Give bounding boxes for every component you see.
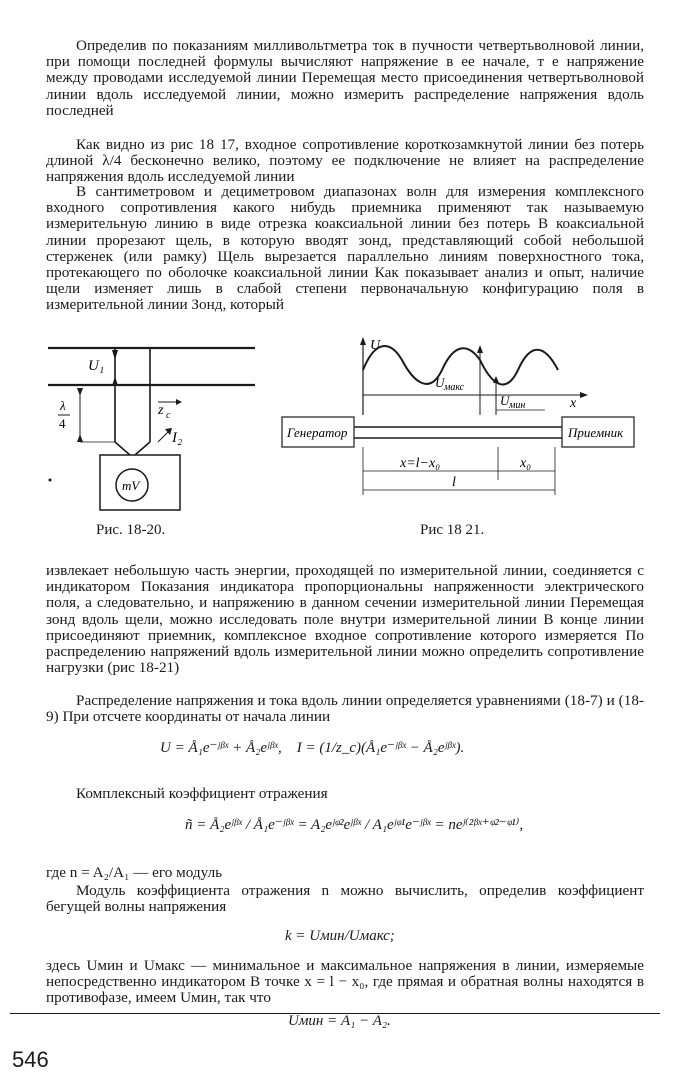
formula-k: k = Uмин/Uмакс;	[285, 928, 395, 944]
paragraph-1: Определив по показаниям милливольтметра ток в пучности четвертьволновой линии, при помощи последней формулы вычисляют напряжение в ее начале, т е напряжение между проводами исследуемой линии Перемещая место присоединения четвертьволновой линии вдоль исследуемой линии, можно измерить распределение напряжения вдоль последней	[46, 37, 644, 119]
paragraph-8: Модуль коэффициента отражения n можно вычислить, определив коэффициент бегущей волны напряжения	[46, 882, 644, 916]
figure-18-20	[40, 330, 300, 520]
label-four: 4	[59, 416, 66, 431]
page-number: 546	[12, 1047, 49, 1072]
label-l: l	[452, 475, 456, 490]
label-receiver: Приемник	[568, 425, 624, 440]
svg-text:c: c	[166, 410, 171, 421]
figure-18-21	[280, 335, 660, 505]
paragraph-6: Комплексный коэффициент отражения	[76, 785, 328, 802]
label-lambda: λ	[60, 398, 66, 413]
svg-text:мин: мин	[509, 400, 526, 411]
paragraph-2: Как видно из рис 18 17, входное сопротивление короткозамкнутой линии без потерь длиной λ/4 бесконечно велико, поэтому ее подключение не влияет на распределение напряжения вдоль исследуемой линии	[46, 136, 644, 186]
formula-voltage-current: U = Å₁e⁻ʲᵝˣ + Å₂eʲᵝˣ, I = (1/z_c)(Å₁e⁻ʲᵝˣ − Å₂eʲᵝˣ).	[160, 740, 465, 756]
svg-text:макс: макс	[444, 382, 465, 393]
label-x0: x₀	[520, 456, 532, 471]
caption-fig-18-20: Рис. 18-20.	[96, 522, 166, 538]
label-generator: Генератор	[287, 425, 348, 440]
label-umax: U	[435, 375, 445, 390]
caption-fig-18-21: Рис 18 21.	[420, 522, 485, 538]
label-umin: U	[500, 393, 510, 408]
formula-reflection: ñ = Å₂eʲᵝˣ / Å₁e⁻ʲᵝˣ = A₂eʲᵠ²eʲᵝˣ / A₁eʲᵠ¹e⁻ʲᵝˣ = neʲ⁽²ᵝˣ⁺ᵠ²⁻ᵠ¹⁾,	[185, 817, 524, 833]
label-u1: U₁	[88, 358, 105, 374]
label-zc: z	[158, 403, 164, 418]
paragraph-5: Распределение напряжения и тока вдоль линии определяется уравнениями (18-7) и (18-9) При отсчете координаты от начала линии	[46, 692, 644, 726]
paragraph-7: где n = A₂/A₁ — его модуль	[46, 864, 223, 881]
label-xdist: x=l−x₀	[400, 456, 441, 471]
label-mv: mV	[122, 478, 140, 493]
label-i2: I₂	[172, 430, 183, 446]
voltage-standing-wave	[363, 346, 558, 384]
paragraph-3: В сантиметровом и дециметровом диапазонах волн для измерения комплексного входного сопротивления какого нибудь приемника применяют так называемую измерительную линию в виде отрезка коаксиальной линии без потерь В коаксиальной линии прорезают щель, в которую вводят зонд, представляющий собой небольшой стерженек (или рамку) Щель вырезается параллельно линиям поверхностного тока, протекающего по оболочке коаксиальной линии Как показывает анализ и опыт, наличие щели изменяет лишь в слабой степени первоначальную конфигурацию поля в измерительной линии Зонд, который	[46, 183, 644, 314]
paragraph-9: здесь Uмин и Uмакс — минимальное и максимальное напряжения в линии, измеряемые непосредственно индикатором В точке x = l − x₀, где прямая и обратная волны находятся в противофазе, имеем Uмин, так что	[46, 957, 644, 1007]
paragraph-4: извлекает небольшую часть энергии, проходящей по измерительной линии, соединяется с индикатором Показания индикатора пропорциональны напряженности электрического поля, а следовательно, и напряжению в данном сечении измерительной линии Перемещая зонд вдоль щели, можно исследовать поле внутри измерительной линии В конце линии присоединяют приемник, комплексное входное сопротивление которого измеряется По распределению напряжений вдоль измерительной линии можно определить сопротивление нагрузки (рис 18-21)	[46, 562, 644, 677]
label-x: x	[570, 396, 577, 411]
formula-umin: Uмин = A₁ − A₂.	[288, 1013, 391, 1029]
label-u: U	[370, 338, 381, 353]
